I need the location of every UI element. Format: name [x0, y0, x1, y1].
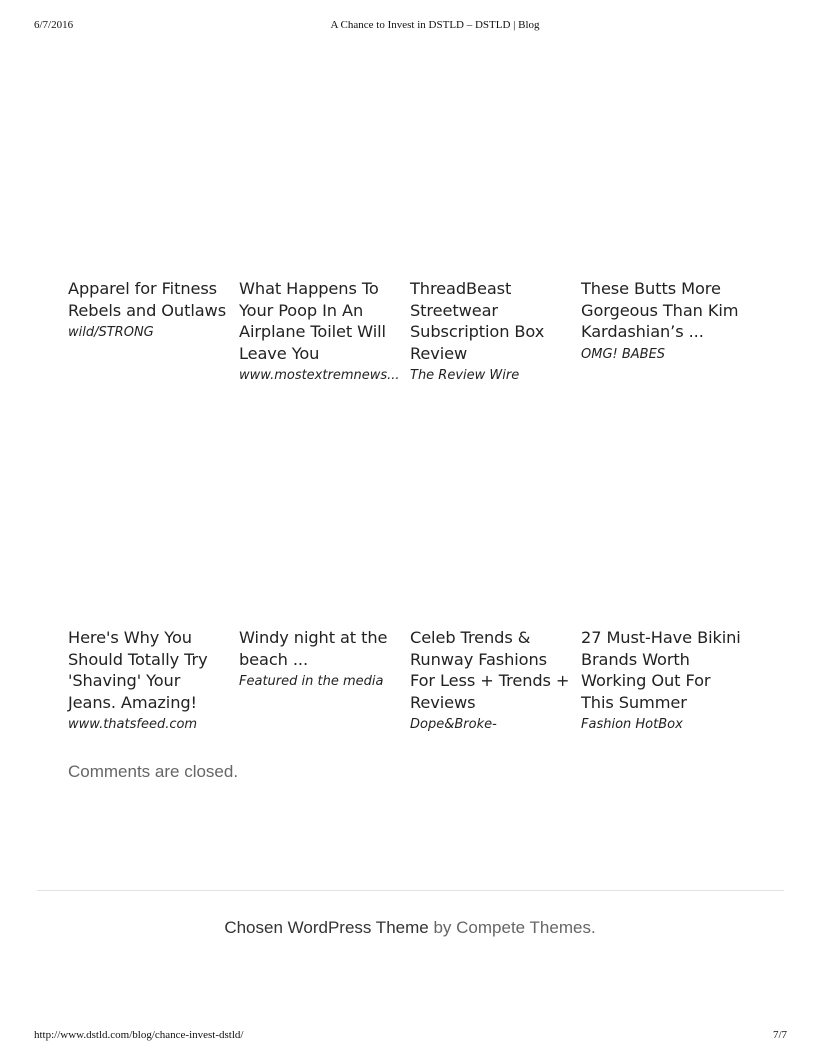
recommendation-title[interactable]: 27 Must-Have Bikini Brands Worth Working Out For This Summer: [581, 628, 741, 712]
recommendation-title[interactable]: What Happens To Your Poop In An Airplane Toilet Will Leave You: [239, 279, 386, 363]
recommendation-card[interactable]: [581, 627, 743, 735]
site-credit: [0, 918, 820, 938]
recommendation-card[interactable]: [239, 278, 401, 386]
recommendation-title[interactable]: Here's Why You Should Totally Try 'Shaving' Your Jeans. Amazing!: [68, 628, 208, 712]
recommendation-title[interactable]: These Butts More Gorgeous Than Kim Kardashian’s ...: [581, 279, 739, 342]
recommendation-title[interactable]: ThreadBeast Streetwear Subscription Box Review: [410, 279, 545, 363]
recommendation-title[interactable]: Windy night at the beach ...: [239, 628, 388, 669]
footer-divider: [37, 890, 784, 891]
recommendation-card[interactable]: [410, 627, 572, 735]
recommendation-card[interactable]: [581, 278, 743, 365]
print-footer: [0, 1029, 820, 1045]
credit-by-text: by: [428, 918, 457, 937]
recommendation-title[interactable]: Apparel for Fitness Rebels and Outlaws: [68, 279, 227, 320]
recommendation-source: Featured in the media: [239, 674, 384, 690]
recommendation-source: OMG! BABES: [581, 346, 666, 362]
print-page-number: 7/7: [772, 1029, 787, 1041]
recommendation-source: www.mostextremnews...: [239, 368, 400, 384]
print-header: [0, 19, 820, 35]
recommendation-card[interactable]: [68, 278, 230, 343]
print-page-title: A Chance to Invest in DSTLD – DSTLD | Blog: [330, 19, 540, 31]
recommendation-card[interactable]: [68, 627, 230, 735]
recommendation-source: The Review Wire: [410, 368, 520, 384]
comments-closed-notice: Comments are closed.: [68, 762, 239, 781]
recommendation-source: www.thatsfeed.com: [68, 717, 198, 733]
recommendation-source: wild/STRONG: [68, 325, 154, 341]
recommendation-card[interactable]: [239, 627, 401, 692]
recommendation-title[interactable]: Celeb Trends & Runway Fashions For Less + Trends + Reviews: [410, 628, 570, 712]
recommendation-source: Fashion HotBox: [581, 717, 683, 733]
print-url: http://www.dstld.com/blog/chance-invest-dstld/: [34, 1029, 244, 1041]
recommendation-card[interactable]: [410, 278, 572, 386]
theme-link[interactable]: Chosen WordPress Theme: [224, 918, 429, 937]
recommendation-source: Dope&Broke-: [410, 717, 497, 733]
print-date: 6/7/2016: [34, 19, 74, 31]
author-link[interactable]: Compete Themes.: [456, 918, 596, 937]
